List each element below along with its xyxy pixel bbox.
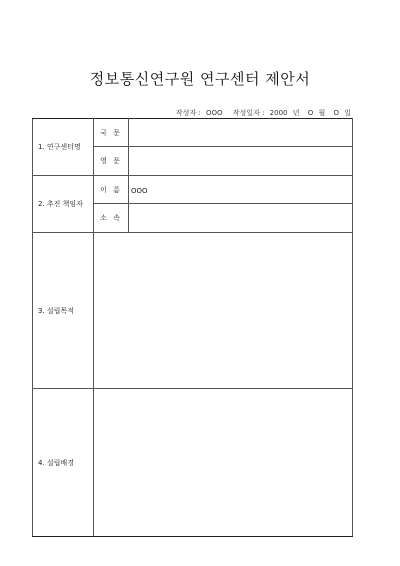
date-label: 작성일자 : — [232, 109, 265, 117]
month-unit: 월 — [318, 109, 326, 117]
english-name-field[interactable] — [129, 147, 353, 176]
purpose-content-field[interactable] — [94, 233, 353, 389]
author-label: 작성자 : — [175, 109, 201, 117]
table-row — [33, 176, 353, 204]
document-title: 정보통신연구원 연구센터 제안서 — [89, 70, 311, 88]
manager-label: 2. 추진 책임자 — [33, 176, 94, 233]
affiliation-label: 소 속 — [94, 204, 129, 233]
korean-name-field[interactable] — [129, 119, 353, 147]
korean-name-label: 국 문 — [94, 119, 129, 147]
month-value[interactable]: O — [307, 109, 314, 117]
manager-name-label: 이 름 — [94, 176, 129, 204]
purpose-label: 3. 설립목적 — [33, 233, 94, 389]
day-unit: 일 — [344, 109, 351, 117]
manager-name-field[interactable]: ООО — [129, 176, 353, 204]
table-row — [33, 233, 353, 389]
center-name-label: 1. 연구센터명 — [33, 119, 94, 176]
year-value[interactable]: 2000 — [269, 109, 288, 117]
background-label: 4. 설립배경 — [33, 389, 94, 537]
affiliation-field[interactable] — [129, 204, 353, 233]
day-value[interactable]: O — [333, 109, 339, 117]
table-row — [33, 389, 353, 537]
author-value[interactable]: ООО — [206, 109, 223, 117]
background-content-field[interactable] — [94, 389, 353, 537]
author-date-line — [173, 108, 351, 118]
english-name-label: 영 문 — [94, 147, 129, 176]
year-unit: 년 — [292, 109, 300, 117]
proposal-form-table — [32, 118, 353, 537]
table-row — [33, 119, 353, 147]
